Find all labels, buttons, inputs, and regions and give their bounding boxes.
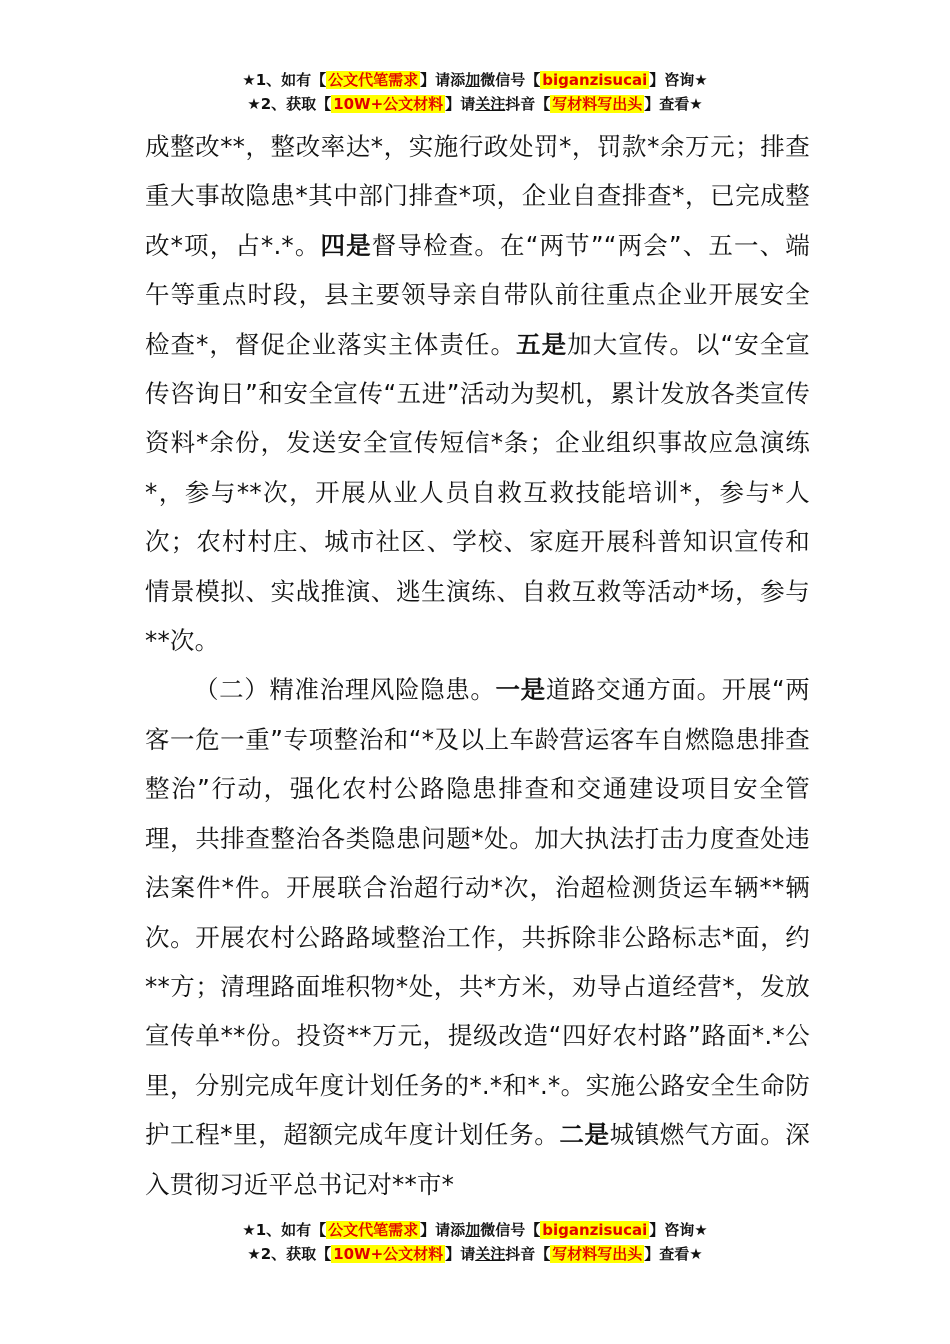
- banner-text: 抖音【: [505, 1245, 551, 1263]
- banner-text: 】请: [445, 1245, 476, 1263]
- banner-text: 】请添: [420, 1221, 466, 1239]
- banner-text: 抖音【: [505, 95, 551, 113]
- banner-underlined: 关注: [475, 95, 506, 113]
- banner-text: 】查看★: [644, 1245, 703, 1263]
- banner-highlight: 公文代笔需求: [328, 71, 419, 89]
- bold-lead: 四是: [320, 230, 372, 260]
- banner-text: 】请添: [420, 71, 466, 89]
- section-heading: （二）精准治理风险隐患。: [194, 675, 496, 705]
- banner-highlight: biganzisucai: [542, 71, 648, 89]
- banner-text: 微信号【: [480, 71, 541, 89]
- banner-text: 】查看★: [644, 95, 703, 113]
- paragraph-text: 成整改**，整改率达*，实施行政处罚*，罚款*余万元；排查重大事故隐患*其中部门排查*项，企业自查排查*，已完成整改*项，占*.*。: [145, 132, 810, 260]
- paragraph-text: 督导检查。在“两节”“两会”、五一、端午等重点时段，县主要领导亲自带队前往重点企业开展安全检查*，督促企业落实主体责任。: [145, 230, 810, 359]
- banner-highlight: 10W+公文材料: [333, 95, 444, 113]
- banner-text: 】咨询★: [649, 1221, 708, 1239]
- banner-text: 】咨询★: [649, 71, 708, 89]
- banner-text: 】请: [445, 95, 476, 113]
- bold-lead: 一是: [495, 675, 546, 705]
- banner-underlined: 关注: [475, 1245, 506, 1263]
- banner-line-2: [0, 1242, 950, 1266]
- banner-text: ★2、获取【: [247, 1245, 332, 1263]
- banner-line-2: [0, 92, 950, 116]
- footer-banner: [0, 1218, 950, 1266]
- banner-line-1: [0, 1218, 950, 1242]
- banner-underlined: 加: [465, 1221, 481, 1239]
- banner-highlight: 写材料写出头: [552, 1245, 643, 1263]
- banner-highlight: 10W+公文材料: [333, 1245, 444, 1263]
- paragraph-text: 城镇燃气方面。深入贯彻习近平总书记对**市*: [145, 1120, 810, 1199]
- paragraph-text: 加大宣传。以“安全宣传咨询日”和安全宣传“五进”活动为契机，累计发放各类宣传资料*余份，发送安全宣传短信*条；企业组织事故应急演练*，参与**次，开展从业人员自救互救技能培训*，参与*人次；农村村庄、城市社区、学校、家庭开展科普知识宣传和情景模拟、实战推演、逃生演练、自救互救等活动*场，参与**次。: [145, 329, 810, 656]
- banner-text: ★1、如有【: [242, 1221, 327, 1239]
- banner-underlined: 加: [465, 71, 481, 89]
- banner-text: ★2、获取【: [247, 95, 332, 113]
- banner-highlight: biganzisucai: [542, 1221, 648, 1239]
- paragraph-2: [145, 665, 810, 1208]
- banner-line-1: [0, 68, 950, 92]
- header-banner: [0, 68, 950, 116]
- banner-text: ★1、如有【: [242, 71, 327, 89]
- banner-highlight: 公文代笔需求: [328, 1221, 419, 1239]
- document-body: [145, 122, 810, 1209]
- bold-lead: 二是: [559, 1120, 610, 1150]
- paragraph-1: [145, 122, 810, 665]
- bold-lead: 五是: [516, 329, 568, 359]
- banner-text: 微信号【: [480, 1221, 541, 1239]
- banner-highlight: 写材料写出头: [552, 95, 643, 113]
- paragraph-text: 道路交通方面。开展“两客一危一重”专项整治和“*及以上车龄营运客车自燃隐患排查整治”行动，强化农村公路隐患排查和交通建设项目安全管理，共排查整治各类隐患问题*处。加大执法打击力度查处违法案件*件。开展联合治超行动*次，治超检测货运车辆**辆次。开展农村公路路域整治工作，共拆除非公路标志*面，约**方；清理路面堆积物*处，共*方米，劝导占道经营*，发放宣传单**份。投资**万元，提级改造“四好农村路”路面*.*公里，分别完成年度计划任务的*.*和*.*。实施公路安全生命防护工程*里，超额完成年度计划任务。: [145, 675, 810, 1150]
